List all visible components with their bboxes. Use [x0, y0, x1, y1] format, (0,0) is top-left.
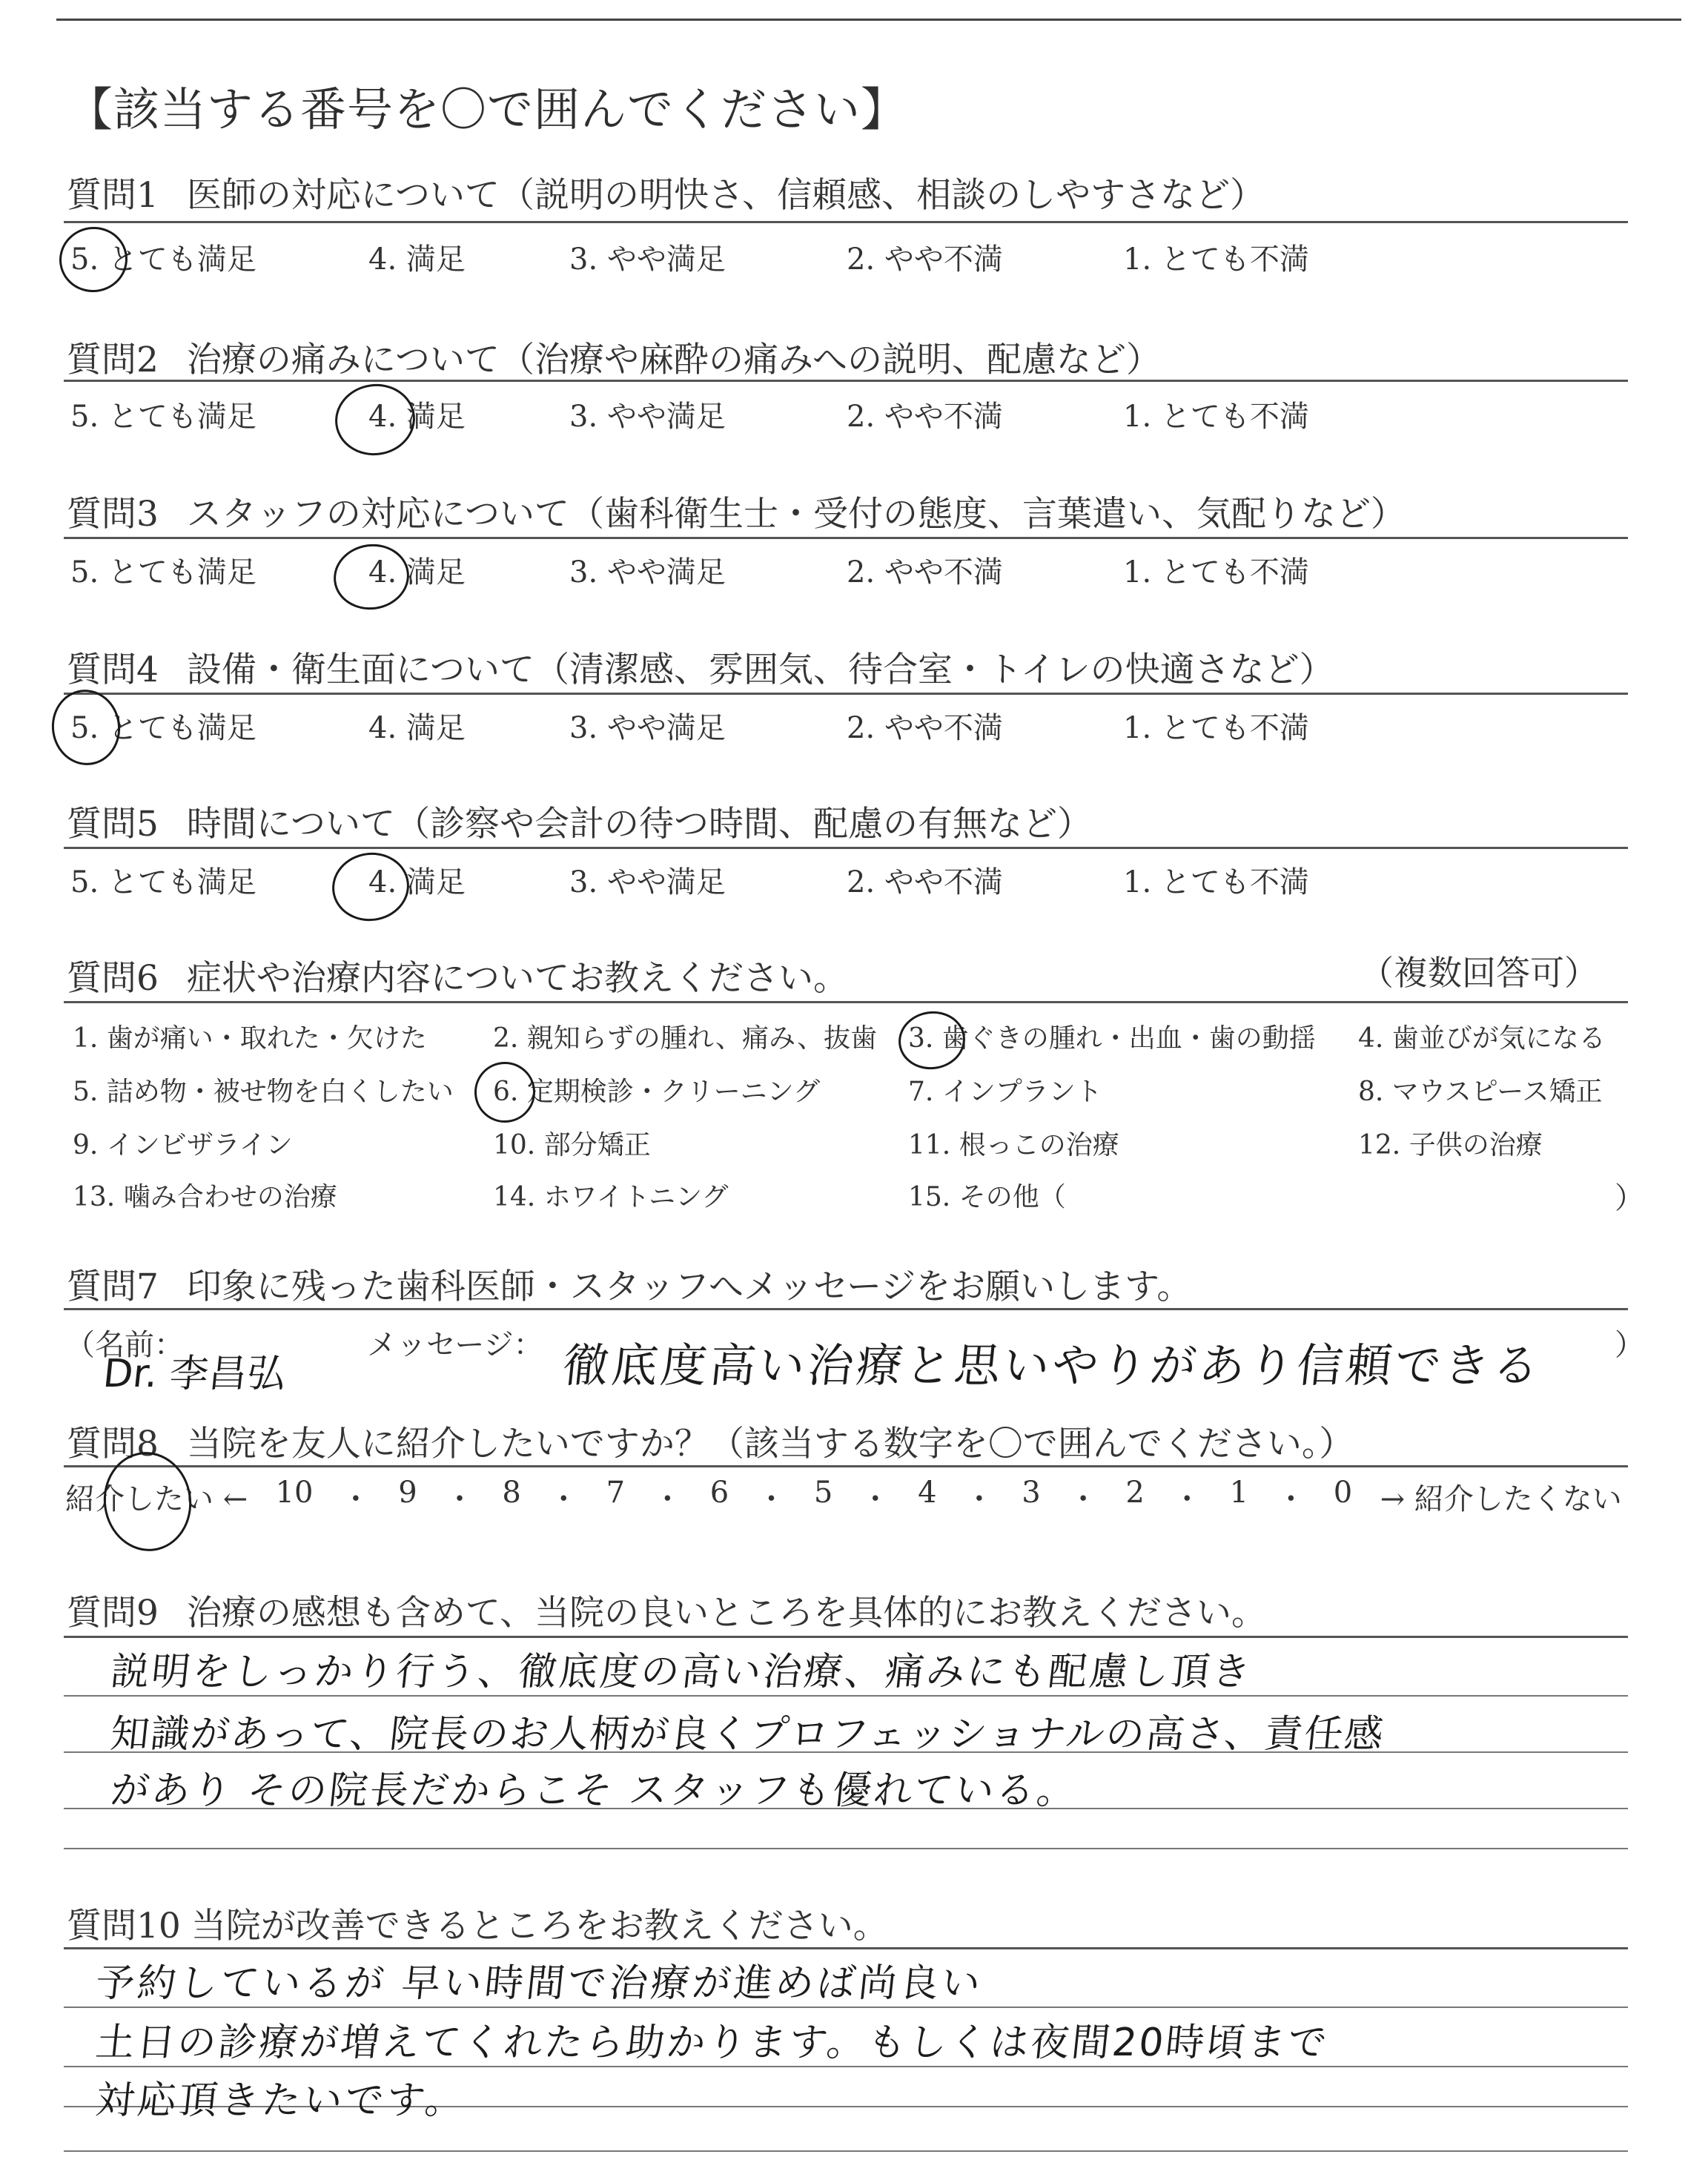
question-4-title: 質問4 設備・衛生面について（清潔感、雰囲気、待合室・トイレの快適さなど）	[67, 650, 1334, 690]
treatment-option-10[interactable]: 10. 部分矯正	[493, 1130, 651, 1160]
treatment-option-9[interactable]: 9. インビザライン	[73, 1130, 293, 1160]
q5-option-5[interactable]: 5. とても満足	[70, 865, 256, 899]
q5-option-3[interactable]: 3. やや満足	[569, 865, 726, 899]
question-4-rule	[64, 693, 1628, 695]
q1-option-1[interactable]: 1. とても不満	[1123, 242, 1309, 277]
scale-left-label: 紹介したい ←	[65, 1482, 248, 1516]
q1-option-3[interactable]: 3. やや満足	[569, 242, 726, 277]
question-3-title: 質問3 スタッフの対応について（歯科衛生士・受付の態度、言葉遣い、気配りなど）	[67, 494, 1406, 535]
treatment-option-3[interactable]: 3. 歯ぐきの腫れ・出血・歯の動揺	[908, 1023, 1316, 1054]
q2-option-3[interactable]: 3. やや満足	[569, 400, 726, 434]
treatment-option-5[interactable]: 5. 詰め物・被せ物を白くしたい	[73, 1077, 454, 1107]
question-2-title: 質問2 治療の痛みについて（治療や麻酔の痛みへの説明、配慮など）	[67, 340, 1162, 380]
scale-right-label: → 紹介したくない	[1380, 1482, 1622, 1516]
q2-option-1[interactable]: 1. とても不満	[1123, 400, 1309, 434]
question-3-rule	[64, 537, 1628, 539]
scale-0[interactable]: 0	[1333, 1476, 1353, 1510]
q4-option-1[interactable]: 1. とても不満	[1123, 711, 1309, 745]
q3-option-1[interactable]: 1. とても不満	[1123, 555, 1309, 589]
question-6-title: 質問6 症状や治療内容についてお教えください。	[67, 958, 848, 999]
question-5-title: 質問5 時間について（診察や会計の待つ時間、配慮の有無など）	[67, 804, 1092, 845]
treatment-option-7[interactable]: 7. インプラント	[908, 1077, 1102, 1107]
scale-dot: ・	[756, 1482, 787, 1516]
top-border	[56, 19, 1681, 21]
q1-option-4[interactable]: 4. 満足	[368, 242, 466, 277]
scale-6[interactable]: 6	[709, 1476, 729, 1510]
q10-handwritten-line-2: 土日の診療が増えてくれたら助かります。もしくは夜間20時頃まで	[93, 2021, 1331, 2065]
scale-10[interactable]: 10	[275, 1476, 314, 1510]
q6-answer-circle-6	[471, 1058, 540, 1127]
q4-option-3[interactable]: 3. やや満足	[569, 711, 726, 745]
q9-handwritten-line-2: 知識があって、院長のお人柄が良くプロフェッショナルの高さ、責任感	[108, 1712, 1387, 1757]
q7-handwritten-name: Dr. 李昌弘	[101, 1352, 288, 1396]
question-1-title: 質問1 医師の対応について（説明の明快さ、信頼感、相談のしやすさなど）	[67, 175, 1265, 216]
q1-answer-circle	[55, 222, 131, 297]
scale-8[interactable]: 8	[502, 1476, 521, 1510]
question-10-rule	[64, 1947, 1628, 1949]
q4-option-2[interactable]: 2. やや不満	[847, 711, 1003, 745]
treatment-option-2[interactable]: 2. 親知らずの腫れ、痛み、抜歯	[493, 1023, 878, 1054]
scale-1[interactable]: 1	[1229, 1476, 1249, 1510]
scale-dot: ・	[860, 1482, 890, 1516]
referral-scale	[65, 1476, 1622, 1518]
q3-option-2[interactable]: 2. やや不満	[847, 555, 1003, 589]
treatment-option-12[interactable]: 12. 子供の治療	[1358, 1130, 1543, 1160]
question-5-rule	[64, 847, 1628, 849]
message-label: メッセージ：	[367, 1328, 543, 1362]
q5-option-1[interactable]: 1. とても不満	[1123, 865, 1309, 899]
scale-7[interactable]: 7	[606, 1476, 626, 1510]
question-10-title: 質問10 当院が改善できるところをお教えください。	[67, 1906, 888, 1946]
scale-dot: ・	[652, 1482, 683, 1516]
q3-option-5[interactable]: 5. とても満足	[70, 555, 256, 589]
q9-handwritten-line-1: 説明をしっかり行う、徹底度の高い治療、痛みにも配慮し頂き	[108, 1650, 1255, 1694]
scale-dot: ・	[549, 1482, 579, 1516]
q7-handwritten-message: 徹底度高い治療と思いやりがあり信頼できる	[560, 1338, 1545, 1393]
question-2-rule	[64, 380, 1628, 382]
scale-3[interactable]: 3	[1022, 1476, 1041, 1510]
q1-option-2[interactable]: 2. やや不満	[847, 242, 1003, 277]
multiple-answers-note: （複数回答可）	[1360, 953, 1598, 993]
q4-answer-circle	[47, 685, 125, 770]
question-8-rule	[64, 1465, 1628, 1467]
treatment-option-6[interactable]: 6. 定期検診・クリーニング	[493, 1077, 821, 1107]
scale-2[interactable]: 2	[1125, 1476, 1145, 1510]
q2-answer-circle	[331, 379, 420, 460]
question-9-title: 質問9 治療の感想も含めて、当院の良いところを具体的にお教えください。	[67, 1593, 1266, 1634]
question-9-rule	[64, 1636, 1628, 1638]
q9-handwritten-line-3: があり その院長だからこそ スタッフも優れている。	[108, 1768, 1080, 1813]
q2-option-4[interactable]: 4. 満足	[368, 400, 466, 434]
q4-option-4[interactable]: 4. 満足	[368, 711, 466, 745]
q10-writing-line	[64, 2150, 1628, 2152]
scale-5[interactable]: 5	[813, 1476, 833, 1510]
question-7-rule	[64, 1308, 1628, 1310]
question-6-rule	[64, 1001, 1628, 1003]
form-header: 【該当する番号を〇で囲んでください】	[67, 82, 908, 136]
treatment-option-8[interactable]: 8. マウスピース矯正	[1358, 1077, 1603, 1107]
q2-option-5[interactable]: 5. とても満足	[70, 400, 256, 434]
scale-dot: ・	[964, 1482, 994, 1516]
q4-option-5[interactable]: 5. とても満足	[70, 711, 256, 745]
treatment-option-15[interactable]: 15. その他（	[908, 1182, 1066, 1212]
question-1-rule	[64, 221, 1628, 223]
question-8-title: 質問8 当院を友人に紹介したいですか？（該当する数字を〇で囲んでください。）	[67, 1424, 1354, 1464]
q5-option-4[interactable]: 4. 満足	[368, 865, 466, 899]
q2-option-2[interactable]: 2. やや不満	[847, 400, 1003, 434]
treatment-option-11[interactable]: 11. 根っこの治療	[908, 1130, 1119, 1160]
message-close-paren: ）	[1615, 1328, 1644, 1362]
scale-dot: ・	[1172, 1482, 1202, 1516]
treatment-option-1[interactable]: 1. 歯が痛い・取れた・欠けた	[73, 1023, 427, 1054]
q10-handwritten-line-1: 予約しているが 早い時間で治療が進めば尚良い	[93, 1961, 986, 2006]
other-close-paren: ）	[1615, 1181, 1644, 1215]
q3-option-3[interactable]: 3. やや満足	[569, 555, 726, 589]
treatment-option-13[interactable]: 13. 噛み合わせの治療	[73, 1182, 337, 1212]
q1-option-5[interactable]: 5. とても満足	[70, 242, 256, 277]
scale-dot: ・	[340, 1482, 371, 1516]
question-7-title: 質問7 印象に残った歯科医師・スタッフへメッセージをお願いします。	[67, 1266, 1192, 1307]
treatment-option-4[interactable]: 4. 歯並びが気になる	[1358, 1023, 1606, 1054]
scale-dot: ・	[1068, 1482, 1099, 1516]
scale-dot: ・	[445, 1482, 475, 1516]
treatment-option-14[interactable]: 14. ホワイトニング	[493, 1182, 729, 1212]
scale-4[interactable]: 4	[918, 1476, 937, 1510]
q9-writing-line	[64, 1848, 1628, 1849]
scale-dot: ・	[1276, 1482, 1306, 1516]
q10-handwritten-line-3: 対応頂きたいです。	[93, 2078, 469, 2123]
q3-option-4[interactable]: 4. 満足	[368, 555, 466, 589]
q5-option-2[interactable]: 2. やや不満	[847, 865, 1003, 899]
name-label: （名前：	[65, 1328, 184, 1362]
scale-9[interactable]: 9	[398, 1476, 417, 1510]
